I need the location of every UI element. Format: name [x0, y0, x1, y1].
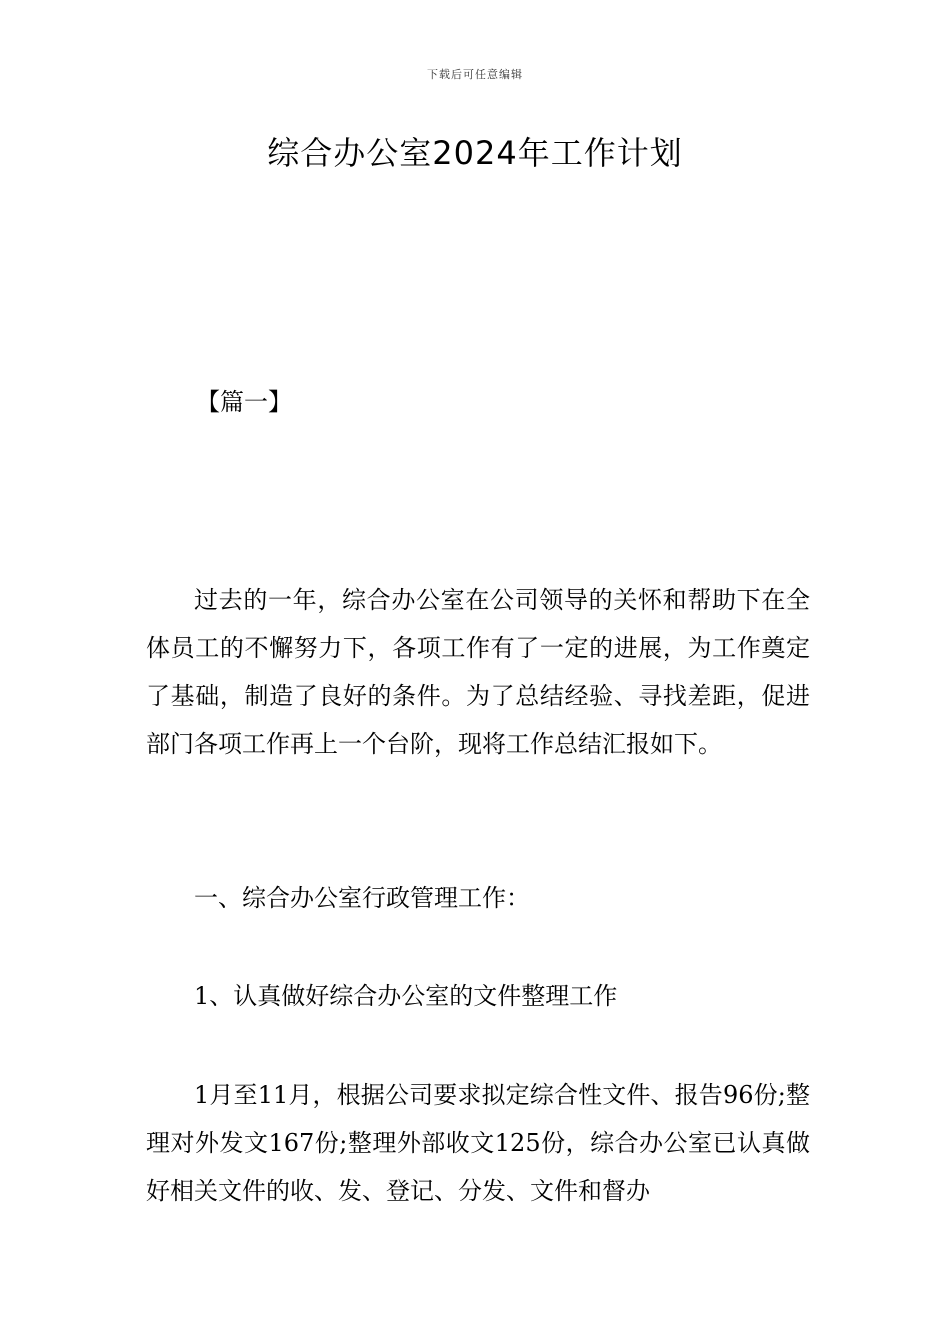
subsection-heading: 1、认真做好综合办公室的文件整理工作: [194, 982, 618, 1010]
section-label: 【篇一】: [196, 388, 292, 416]
body-paragraph: 过去的一年，综合办公室在公司领导的关怀和帮助下在全体员工的不懈努力下，各项工作有了一定的进展，为工作奠定了基础，制造了良好的条件。为了总结经验、寻找差距，促进部门各项工作再上一个台阶，现将工作总结汇报如下。: [146, 586, 810, 758]
body-paragraph: 1月至11月，根据公司要求拟定综合性文件、报告96份;整理对外发文167份;整理外部收文125份，综合办公室已认真做好相关文件的收、发、登记、分发、文件和督办: [146, 1081, 810, 1205]
section-heading: 一、综合办公室行政管理工作：: [194, 884, 530, 912]
page-header-note: 下载后可任意编辑: [427, 68, 523, 81]
document-title: 综合办公室2024年工作计划: [267, 134, 683, 172]
